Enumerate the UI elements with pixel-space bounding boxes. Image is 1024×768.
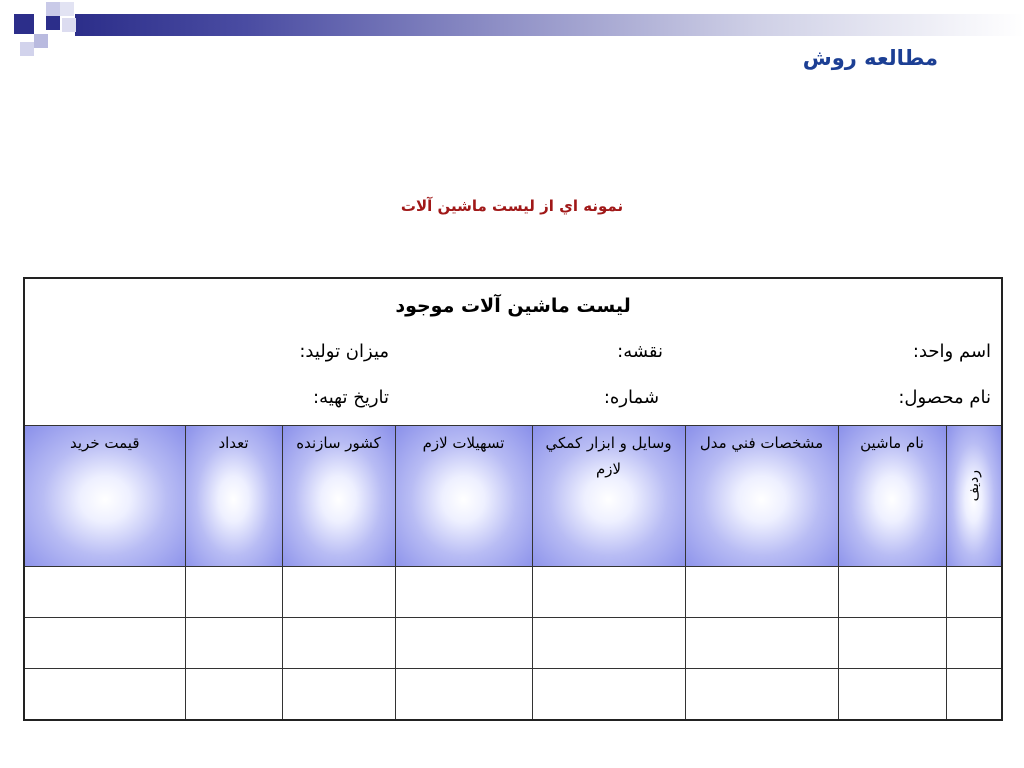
form-heading: ليست ماشين آلات موجود [395, 295, 631, 317]
decorative-square [62, 18, 76, 32]
map-label: نقشه: [617, 341, 664, 362]
column-header-machine-name: نام ماشين [838, 426, 946, 567]
table-cell [185, 567, 282, 618]
table-cell [532, 669, 685, 721]
product-name-label: نام محصول: [898, 387, 992, 408]
unit-name-label: اسم واحد: [912, 341, 992, 362]
table-row [24, 567, 1002, 618]
machine-list-form [23, 277, 1003, 721]
prepared-date-label: تاريخ تهيه: [313, 387, 390, 408]
decorative-square [46, 2, 60, 16]
decorative-square [60, 2, 74, 16]
table-cell [24, 669, 185, 721]
table-cell [24, 567, 185, 618]
table-cell [946, 669, 1002, 721]
table-cell [532, 567, 685, 618]
table-cell [946, 618, 1002, 669]
info-line-2 [25, 375, 1001, 421]
column-header-facilities: تسهيلات لازم [395, 426, 532, 567]
table-row [24, 618, 1002, 669]
column-header-quantity: تعداد [185, 426, 282, 567]
table-cell [685, 567, 838, 618]
column-header-row-number: رديف [946, 426, 1002, 567]
column-header-specs: مشخصات فني مدل [685, 426, 838, 567]
number-label: شماره: [603, 387, 660, 408]
form-header [24, 278, 1002, 426]
table-cell [185, 669, 282, 721]
table-row [24, 669, 1002, 721]
production-rate-label: ميزان توليد: [299, 341, 390, 362]
info-line-1 [25, 329, 1001, 375]
decorative-square [34, 34, 48, 48]
column-header-tools: وسايل و ابزار كمكي لازم [532, 426, 685, 567]
table-cell [395, 669, 532, 721]
column-header-row [24, 426, 1002, 567]
slide-subtitle: نمونه اي از ليست ماشين آلات [400, 197, 624, 215]
table-cell [685, 618, 838, 669]
table-cell [946, 567, 1002, 618]
decorative-square [14, 14, 34, 34]
table-cell [282, 669, 395, 721]
table-cell [395, 567, 532, 618]
table-cell [395, 618, 532, 669]
table-cell [282, 567, 395, 618]
decorative-square [20, 42, 34, 56]
column-header-country: كشور سازنده [282, 426, 395, 567]
table-cell [838, 669, 946, 721]
decorative-top-band [75, 14, 1024, 36]
column-header-price: قيمت خريد [24, 426, 185, 567]
table-cell [185, 618, 282, 669]
table-cell [838, 567, 946, 618]
decorative-square [46, 16, 60, 30]
slide-title: مطالعه روش [802, 46, 938, 70]
table-cell [838, 618, 946, 669]
table-cell [532, 618, 685, 669]
table-cell [685, 669, 838, 721]
table-cell [282, 618, 395, 669]
table-cell [24, 618, 185, 669]
